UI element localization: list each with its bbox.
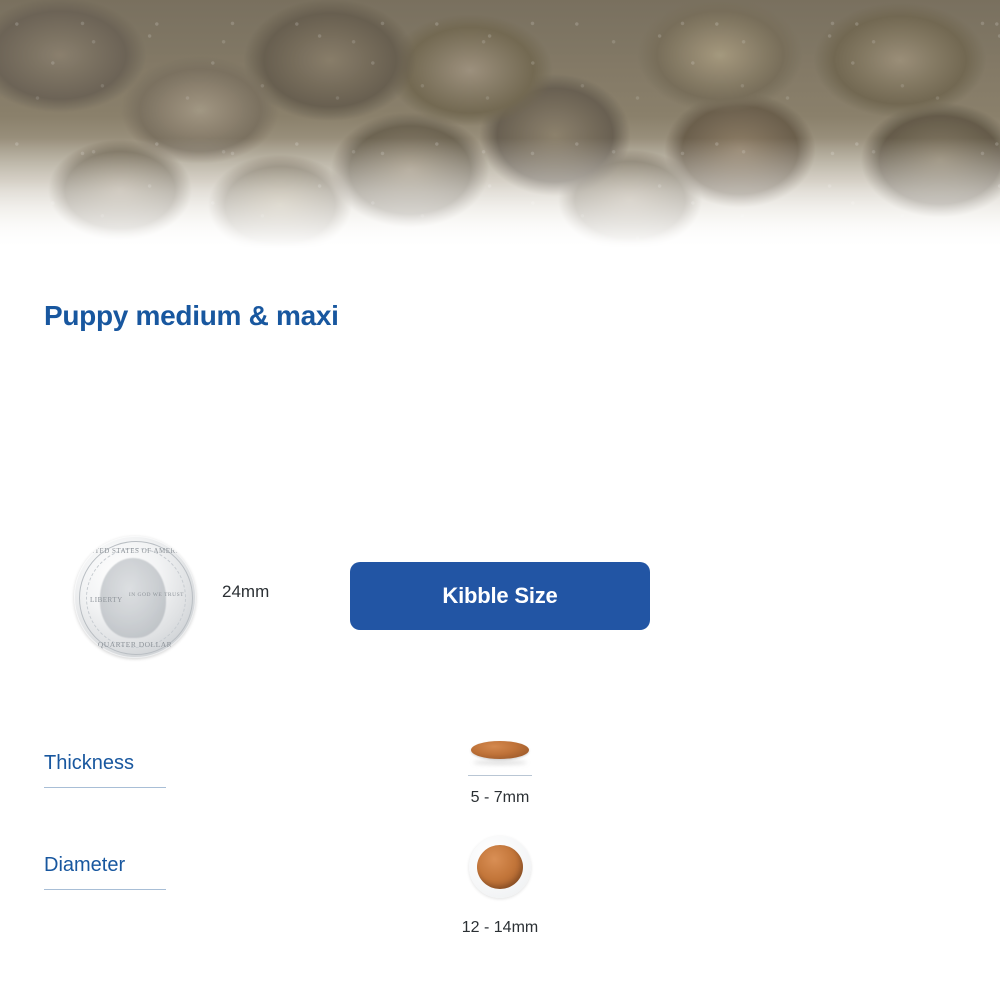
coin-text-bottom: QUARTER DOLLAR bbox=[97, 640, 173, 649]
coin-size-label: 24mm bbox=[222, 582, 270, 601]
thickness-value: 5 - 7mm bbox=[470, 789, 530, 806]
diameter-label: Diameter bbox=[44, 854, 166, 890]
diameter-value: 12 - 14mm bbox=[461, 919, 539, 936]
quarter-coin-icon bbox=[74, 536, 196, 658]
kibble-side-shadow bbox=[473, 760, 527, 765]
kibble-size-button[interactable]: Kibble Size bbox=[350, 562, 650, 630]
coin-text-motto: IN GOD WE TRUST bbox=[128, 592, 184, 598]
kibble-top-pellet bbox=[477, 845, 523, 889]
thickness-measure-line bbox=[468, 775, 532, 776]
kibble-side-disc bbox=[471, 741, 529, 759]
kibble-side-view-icon bbox=[471, 741, 529, 763]
kibble-top-view-icon bbox=[469, 836, 531, 898]
kibble-photo bbox=[0, 0, 1000, 258]
coin-text-top: UNITED STATES OF AMERICA bbox=[80, 547, 190, 555]
hero-image bbox=[0, 0, 1000, 258]
coin-scale-reference bbox=[74, 536, 196, 658]
coin-text-liberty: LIBERTY bbox=[90, 596, 123, 604]
thickness-label: Thickness bbox=[44, 752, 166, 788]
page-title: Puppy medium & maxi bbox=[44, 300, 339, 331]
